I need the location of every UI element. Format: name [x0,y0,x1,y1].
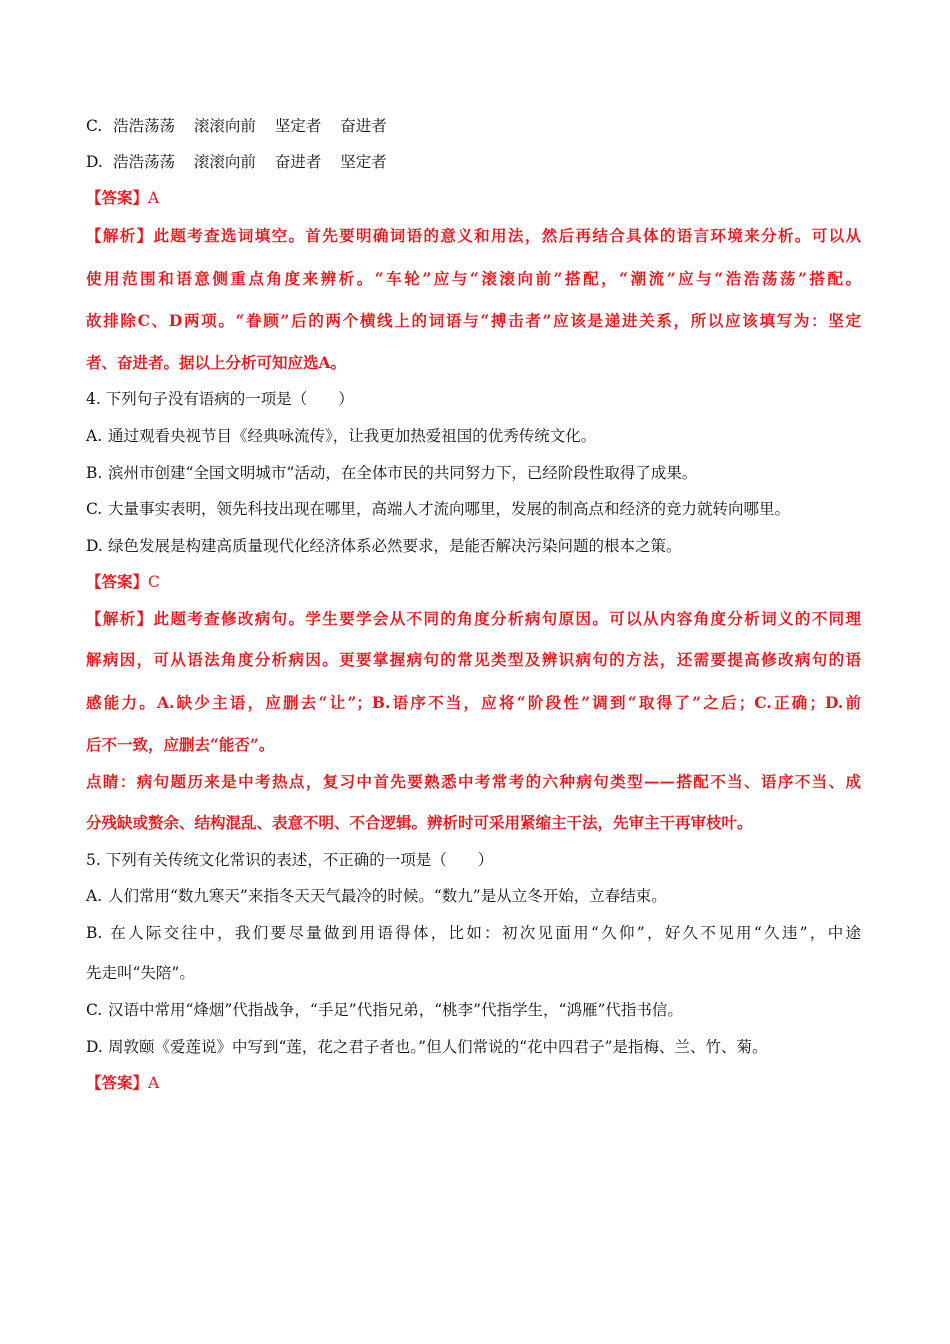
option-label: C. [86,1001,103,1019]
answer-value: A [148,1074,160,1092]
option-label: D. [86,153,103,171]
q5-option-c [86,1000,683,1020]
analysis-text: 此题考查选词填空。首先要明确词语的意义和用法，然后再结合具体的语言环境来分析。可以从 [153,226,861,245]
option-label: A. [86,887,103,905]
analysis-text: 此题考查修改病句。学生要学会从不同的角度分析病句原因。可以从内容角度分析词义的不同理 [153,609,861,628]
option-word: 奋进者 [340,117,387,135]
option-text: 通过观看央视节目《经典咏流传》，让我更加热爱祖国的优秀传统文化。 [108,427,597,445]
option-word: 滚滚向前 [193,117,256,135]
option-label: B. [86,924,103,942]
option-text: 滨州市创建“全国文明城市”活动，在全体市民的共同努力下，已经阶段性取得了成果。 [108,464,698,482]
q5-answer [86,1073,159,1093]
q3-analysis-line-3: 故排除C、D两项。“眷顾”后的两个横线上的词语与“搏击者”应该是递进关系，所以应该填写为：坚定 [86,311,861,330]
q3-option-d [86,152,387,172]
q5-option-b-continued: 先走叫“失陪”。 [86,964,195,982]
option-text: 大量事实表明，领先科技出现在哪里，高端人才流向哪里，发展的制高点和经济的竞力就转向哪里。 [108,500,791,518]
answer-tag: 【答案】 [86,572,149,591]
q3-analysis-line-1 [86,226,861,246]
analysis-tag: 【解析】 [86,609,154,628]
option-text: 绿色发展是构建高质量现代化经济体系必然要求，是能否解决污染问题的根本之策。 [108,537,682,555]
option-text: 在人际交往中，我们要尽量做到用语得体，比如：初次见面用“久仰”，好久不见用“久违”，中途 [108,924,861,942]
answer-tag: 【答案】 [86,1073,149,1092]
option-label: C. [86,500,103,518]
q5-option-a [86,886,667,906]
q4-option-c [86,499,790,519]
answer-tag: 【答案】 [86,188,149,207]
option-word: 浩浩荡荡 [112,153,175,171]
q4-option-d [86,536,682,556]
option-word: 滚滚向前 [193,153,256,171]
option-label: D. [86,1038,103,1056]
q4-answer [86,572,160,592]
q5-option-d [86,1037,767,1057]
q5-stem: 5. 下列有关传统文化常识的表述，不正确的一项是（ ） [86,851,494,869]
q4-option-a [86,426,596,446]
option-label: C. [86,117,103,135]
analysis-tag: 【解析】 [86,226,154,245]
q4-analysis-line-3: 感能力。A.缺少主语，应删去“让”；B.语序不当，应将“阶段性”调到“取得了”之后；C.正确；D.前 [86,693,861,712]
q4-analysis-line-4: 后不一致，应删去“能否”。 [86,735,275,754]
option-word: 坚定者 [274,117,322,135]
q3-option-c [86,116,387,136]
q4-option-b [86,463,697,483]
option-label: A. [86,427,103,445]
q4-stem: 4. 下列句子没有语病的一项是（ ） [86,390,354,408]
q4-analysis-line-1 [86,609,861,629]
option-word: 奋进者 [274,153,322,171]
q3-analysis-line-4: 者、奋进者。据以上分析可知应选A。 [86,353,347,372]
q3-answer [86,188,159,208]
option-label: B. [86,464,103,482]
option-text: 人们常用“数九寒天”来指冬天天气最冷的时候。“数九”是从立冬开始，立春结束。 [108,887,667,905]
option-word: 坚定者 [340,153,387,171]
q4-tip-line-2: 分残缺或赘余、结构混乱、表意不明、不合逻辑。辨析时可采用紧缩主干法，先审主干再审枝叶。 [86,813,753,832]
q3-analysis-line-2: 使用范围和语意侧重点角度来辨析。“车轮”应与“滚滚向前”搭配，“潮流”应与“浩浩荡荡”搭配。 [86,269,861,288]
option-label: D. [86,537,103,555]
option-word: 浩浩荡荡 [112,117,175,135]
answer-value: C [148,573,160,591]
q4-analysis-line-2: 解病因，可从语法角度分析病因。更要掌握病句的常见类型及辨识病句的方法，还需要提高修改病句的语 [86,650,861,669]
q4-tip-line-1: 点睛：病句题历来是中考热点，复习中首先要熟悉中考常考的六种病句类型——搭配不当、语序不当、成 [86,772,861,791]
q5-option-b [86,923,861,943]
option-text: 周敦颐《爱莲说》中写到“莲，花之君子者也。”但人们常说的“花中四君子”是指梅、兰、竹、菊。 [108,1038,768,1056]
option-text: 汉语中常用“烽烟”代指战争，“手足”代指兄弟，“桃李”代指学生，“鸿雁”代指书信。 [108,1001,683,1019]
answer-value: A [148,189,160,207]
